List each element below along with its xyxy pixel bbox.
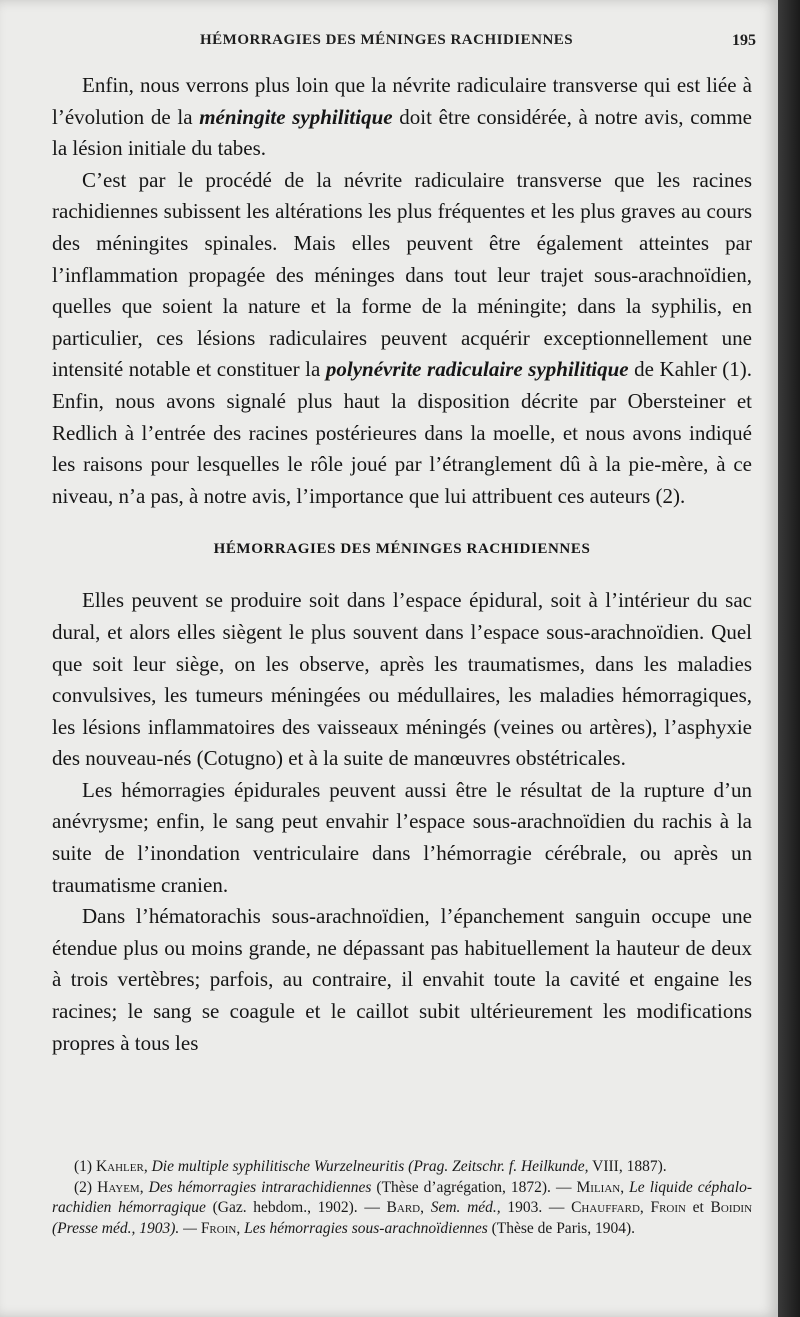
footnote-2-source-4: (Presse méd., 1903). —: [52, 1219, 201, 1237]
footnote-2-authors-chauffard-froin: Chauffard, Froin: [571, 1199, 686, 1216]
footnote-1-title: Die multiple syphilitische Wurzelneuritis: [151, 1158, 405, 1175]
footnote-1-author: Kahler: [95, 1158, 144, 1175]
section-heading: HÉMORRAGIES DES MÉNINGES RACHIDIENNES: [213, 541, 591, 558]
footnote-2-conjunction: et: [685, 1199, 711, 1216]
paragraph-2-text-a: C’est par le procédé de la névrite radiculaire transverse que les racines rachidiennes subissent les altérations les plus fréquentes et les plus graves au cours des méningites spinales. Mais elles peuvent être également atteintes par l’inflammation propagée des méninges dans tout leur trajet sous-arachnoïdien, quelles que soient la nature et la forme de la méningite; dans la syphilis, en particulier, ces lésions radiculaires peuvent acquérir exceptionnellement une intensité notable et constituer la: [52, 167, 752, 382]
footnote-2-author-bard: Bard: [386, 1199, 421, 1216]
footnote-2-source-3-year: 1903. —: [500, 1199, 572, 1216]
paragraph-2-text-b: de Kahler (1). Enfin, nous avons signalé plus haut la disposition décrite par Obersteiner et Redlich à l’entrée des racines postérieures dans la moelle, et nous avons indiqué les raisons pour lesquelles le rôle joué par l’étranglement dû à la pie-mère, à ce niveau, n’a pas, à notre avis, l’importance que lui attribuent ces auteurs (2).: [52, 357, 752, 508]
footnote-2-author-hayem: Hayem: [97, 1178, 140, 1196]
footnote-2-source-3: Sem. méd.,: [430, 1199, 501, 1216]
running-header: [0, 30, 778, 54]
footnote-2-title-3: Les hémorragies sous-arachnoïdiennes: [244, 1219, 488, 1237]
paragraph-5: Dans l’hématorachis sous-arachnoïdien, l’épanchement sanguin occupe une étendue plus ou moins grande, ne dépassant pas habituellement la hauteur de deux à trois vertèbres; parfois, au contraire, il envahit toute la cavité et engaine les racines; le sang se coagule et le caillot subit ultérieurement les modifications propres à tous les: [52, 904, 752, 1055]
footnote-1: (1) Kahler, Die multiple syphilitische Wurzelneuritis (Prag. Zeitschr. f. Heilkunde, VIII, 1887).: [74, 1158, 667, 1175]
paragraph-3: Elles peuvent se produire soit dans l’espace épidural, soit à l’intérieur du sac dural, et alors elles siègent le plus souvent dans l’espace sous-arachnoïdien. Quel que soit leur siège, on les observe, après les traumatismes, dans les maladies convulsives, les tumeurs méningées ou médullaires, les maladies hémorragiques, les lésions inflammatoires des vaisseaux méningés (veines ou artères), l’asphyxie des nouveau-nés (Cotugno) et à la suite de manœuvres obstétricales.: [52, 588, 752, 771]
paragraph-4: Les hémorragies épidurales peuvent aussi être le résultat de la rupture d’un anévrysme; enfin, le sang peut envahir l’espace sous-arachnoïdien du rachis à la suite de l’inondation ventriculaire dans l’hémorragie cérébrale, ou après un traumatisme cranien.: [52, 777, 752, 897]
footnote-1-number: (1): [74, 1158, 96, 1175]
footnote-1-source: (Prag. Zeitschr. f. Heilkunde,: [404, 1158, 589, 1175]
footnote-2-source-2: (Gaz. hebdom., 1902). —: [205, 1199, 387, 1216]
footnote-2-source-1: (Thèse d’agrégation, 1872). —: [371, 1178, 577, 1196]
paragraph-1-text-b: doit être considérée, à notre avis, comme la lésion initiale du tabes.: [52, 104, 753, 161]
running-title: HÉMORRAGIES DES MÉNINGES RACHIDIENNES: [200, 32, 574, 48]
page-number: 195: [732, 32, 756, 49]
paragraph-2: [52, 165, 752, 513]
footnote-2-title-2: Le liquide céphalo-rachidien hémorragique: [52, 1178, 753, 1216]
footnote-2-source-5: (Thèse de Paris, 1904).: [487, 1219, 635, 1237]
paragraph-1: [52, 70, 752, 165]
footnote-2-number: (2): [74, 1178, 98, 1196]
footnote-2-title-1: Des hémorragies intrarachidiennes: [148, 1178, 372, 1196]
body-text: [52, 70, 752, 1059]
paragraph-1-text-a: Enfin, nous verrons plus loin que la névrite radiculaire transverse qui est liée à l’évolution de la: [52, 73, 752, 129]
footnote-2-author-froin: Froin: [200, 1219, 237, 1237]
footnotes: [52, 1157, 752, 1239]
footnote-2: (2) Hayem, Des hémorragies intrarachidiennes (Thèse d’agrégation, 1872). — Milian, Le liquide céphalo-rachidien hémorragique (Gaz. hebdom., 1902). — Bard, Sem. méd., 1903. — Chauffard, Froin et Boidin (Presse méd., 1903). — Froin, Les hémorragies sous-arachnoïdiennes (Thèse de Paris, 1904).: [52, 1178, 753, 1237]
footnote-1-tail: VIII, 1887).: [588, 1158, 667, 1175]
scan-edge: [778, 0, 800, 1317]
footnote-2-author-boidin: Boidin: [710, 1199, 753, 1216]
paragraph-1-italic: méningite syphilitique: [199, 104, 393, 129]
footnote-2-author-milian: Milian: [576, 1178, 621, 1196]
paragraph-2-italic: polynévrite radiculaire syphilitique: [325, 357, 629, 382]
